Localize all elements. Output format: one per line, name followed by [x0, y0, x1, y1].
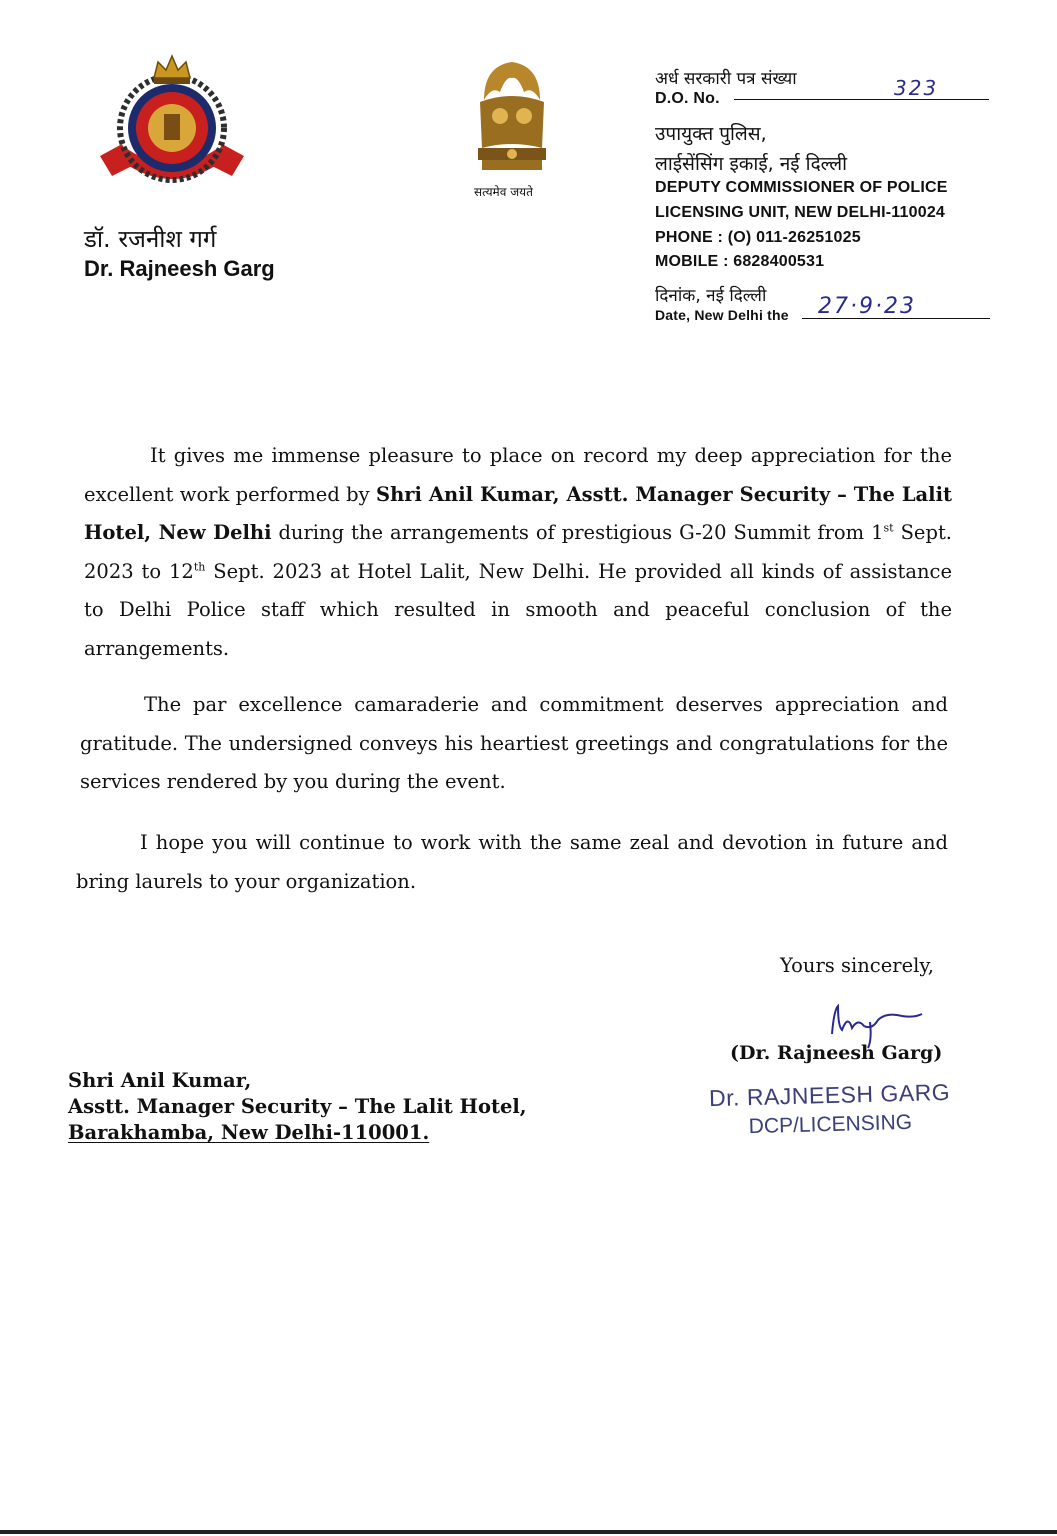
- do-number: 323: [894, 76, 939, 100]
- phone: PHONE : (O) 011-26251025: [655, 229, 861, 246]
- date-label-hindi: दिनांक, नई दिल्ली: [655, 286, 767, 306]
- designation: DEPUTY COMMISSIONER OF POLICE: [655, 179, 948, 196]
- paragraph-1: It gives me immense pleasure to place on record my deep appreciation for the excellent work performed by Shri Anil Kumar, Asstt. Manager Security – The Lalit Hotel, New Delhi during the arrangements of prestigious G-20 Summit from 1st Sept. 2023 to 12th Sept. 2023 at Hotel Lalit, New Delhi. He provided all kinds of assistance to Delhi Police staff which resulted in smooth and peaceful conclusion of the arrangements.: [84, 444, 953, 660]
- stamp-name: Dr. RAJNEESH GARG: [708, 1078, 951, 1112]
- designation-hindi-2: लाईसेंसिंग इकाई, नई दिल्ली: [655, 153, 848, 175]
- stamp-designation: DCP/LICENSING: [748, 1110, 913, 1139]
- official-stamp: [699, 1079, 960, 1141]
- addressee-line-3: Barakhamba, New Delhi-110001.: [68, 1121, 430, 1144]
- page-edge: [0, 1530, 1057, 1534]
- paragraph-3: I hope you will continue to work with the same zeal and devotion in future and bring laurels to your organization.: [76, 831, 948, 893]
- sender-name: Dr. Rajneesh Garg: [84, 256, 275, 281]
- closing-salutation: Yours sincerely,: [780, 954, 934, 977]
- emblem-motto: सत्यमेव जयते: [474, 185, 533, 199]
- designation-hindi-1: उपायुक्त पुलिस,: [655, 123, 767, 145]
- do-label: D.O. No.: [655, 90, 720, 107]
- paragraph-2: The par excellence camaraderie and commitment deserves appreciation and gratitude. The undersigned conveys his heartiest greetings and congratulations for the services rendered by you during the event.: [80, 693, 948, 793]
- unit-address: LICENSING UNIT, NEW DELHI-110024: [655, 204, 946, 221]
- mobile: MOBILE : 6828400531: [655, 253, 825, 270]
- delhi-police-logo: [92, 48, 252, 200]
- do-label-hindi: अर्ध सरकारी पत्र संख्या: [655, 69, 797, 89]
- awardee-name: Shri Anil Kumar, Asstt. Manager Security – The Lalit Hotel, New Delhi: [84, 482, 953, 544]
- do-number-line: [734, 99, 989, 100]
- sender-name-hindi: डॉ. रजनीश गर्ग: [84, 225, 217, 253]
- addressee-block: [68, 1068, 527, 1146]
- addressee-line-2: Asstt. Manager Security – The Lalit Hotel,: [68, 1095, 527, 1118]
- date-label: Date, New Delhi the: [655, 307, 789, 323]
- signatory-name: (Dr. Rajneesh Garg): [730, 1042, 943, 1064]
- addressee-line-1: Shri Anil Kumar,: [68, 1069, 252, 1092]
- date-value: 27·9·23: [818, 294, 916, 319]
